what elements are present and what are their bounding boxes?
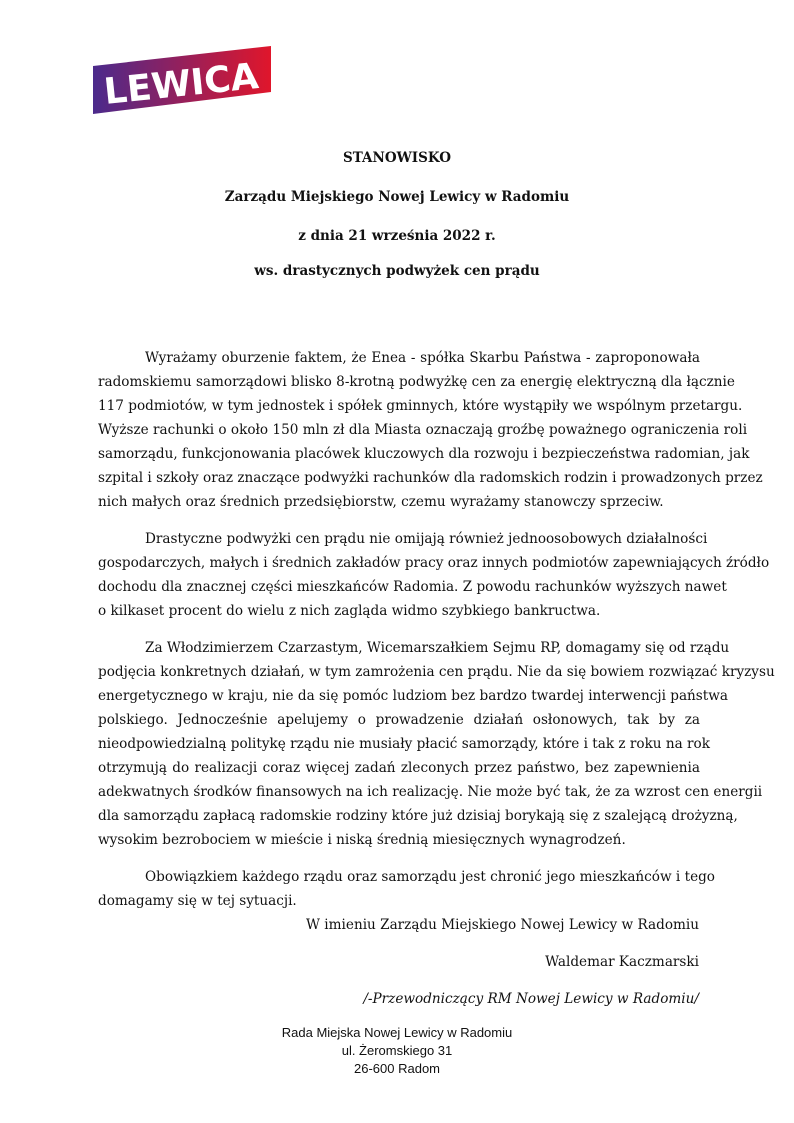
signature-role: /-Przewodniczący RM Nowej Lewicy w Radomiu/ [363,991,699,1007]
document-body [98,346,775,926]
paragraph-line: o kilkaset procent do wielu z nich zagląda widmo szybkiego bankructwa. [98,603,601,619]
paragraph-line: adekwatnych środków finansowych na ich realizację. Nie może być tak, że za wzrost cen energii [98,784,763,800]
paragraph-line: dla samorządu zapłacą radomskie rodziny które już dzisiaj borykają się z szalejącą drożyzną, [98,808,738,824]
paragraph [98,527,770,623]
heading-title: STANOWISKO [343,150,451,166]
heading-organization: Zarządu Miejskiego Nowej Lewicy w Radomiu [224,189,570,205]
footer-city: 26-600 Radom [354,1061,440,1076]
paragraph-line: Wyrażamy oburzenie faktem, że Enea - spółka Skarbu Państwa - zaproponowała [145,350,700,366]
footer-org: Rada Miejska Nowej Lewicy w Radomiu [281,1025,513,1040]
signature-name: Waldemar Kaczmarski [545,954,699,970]
paragraph-line: podjęcia konkretnych działań, w tym zamrożenia cen prądu. Nie da się bowiem rozwiązać kryzysu [98,664,775,680]
footer-address [0,1024,794,1078]
paragraph [98,865,715,913]
paragraph-line: wysokim bezrobociem w mieście i niską średnią miesięcznych wynagrodzeń. [98,832,626,848]
paragraph-line: nich małych oraz średnich przedsiębiorstw, czemu wyrażamy stanowczy sprzeciw. [98,494,664,510]
paragraph-line: domagamy się w tej sytuacji. [98,893,297,909]
heading-date: z dnia 21 września 2022 r. [298,228,496,244]
paragraph-line: nieodpowiedzialną politykę rządu nie musiały płacić samorządy, które i tak z roku na rok [98,736,710,752]
paragraph-line: Wyższe rachunki o około 150 mln zł dla Miasta oznaczają groźbę poważnego ograniczenia roli [98,422,748,438]
footer-street: ul. Żeromskiego 31 [341,1043,453,1058]
paragraph [98,346,763,514]
paragraph-line: dochodu dla znacznej części mieszkańców Radomia. Z powodu rachunków wyższych nawet [98,579,727,595]
heading-subject: ws. drastycznych podwyżek cen prądu [254,263,540,279]
paragraph-line: gospodarczych, małych i średnich zakładów pracy oraz innych podmiotów zapewniających źródło [98,555,770,571]
paragraph-line: energetycznego w kraju, nie da się pomóc ludziom bez bardzo twardej interwencji państwa [98,688,728,704]
paragraph-line: Obowiązkiem każdego rządu oraz samorządu jest chronić jego mieszkańców i tego [145,869,715,885]
lewica-logo [93,46,271,114]
paragraph-line: szpital i szkoły oraz znaczące podwyżki rachunków dla radomskich rodzin i prowadzonych przez [98,470,763,486]
signature-on-behalf: W imieniu Zarządu Miejskiego Nowej Lewicy w Radomiu [306,917,699,933]
paragraph-line: samorządu, funkcjonowania placówek kluczowych dla rozwoju i bezpieczeństwa radomian, jak [98,446,750,462]
svg-text:LEWICA: LEWICA [102,56,261,113]
paragraph-line: 117 podmiotów, w tym jednostek i spółek gminnych, które wystąpiły we wspólnym przetargu. [98,398,743,414]
paragraph-line: radomskiemu samorządowi blisko 8-krotną podwyżkę cen za energię elektryczną dla łącznie [98,374,735,390]
paragraph-line: Za Włodzimierzem Czarzastym, Wicemarszałkiem Sejmu RP, domagamy się od rządu [145,640,730,656]
paragraph-line: Drastyczne podwyżki cen prądu nie omijają również jednoosobowych działalności [145,531,708,547]
paragraph [98,636,775,852]
paragraph-line: otrzymują do realizacji coraz więcej zadań zleconych przez państwo, bez zapewnienia [98,760,700,776]
paragraph-line: polskiego. Jednocześnie apelujemy o prowadzenie działań osłonowych, tak by za [98,712,700,728]
